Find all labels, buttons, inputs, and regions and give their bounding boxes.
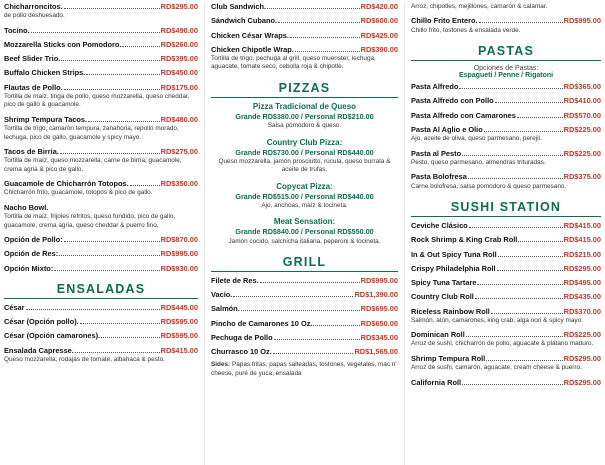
- menu-item: [211, 217, 398, 246]
- leader-dots: [61, 60, 159, 61]
- leader-dots: [54, 270, 159, 271]
- leader-dots: [498, 256, 563, 257]
- item-name: Mozzarella Sticks con Pomodoro.: [4, 39, 122, 49]
- item-description: Salmón, atún, camarones, king crab, alga nori & spicy mayo.: [411, 316, 583, 324]
- menu-item: [411, 16, 601, 35]
- item-name: Chicken César Wraps.: [211, 30, 289, 40]
- menu-item: [4, 346, 198, 365]
- item-price: RD$350.00: [160, 179, 198, 189]
- menu-item: [411, 125, 601, 144]
- menu-item: [4, 83, 198, 110]
- leader-dots: [31, 32, 160, 33]
- item-name: California Roll: [411, 377, 462, 387]
- item-name: Pizza Tradicional de Queso: [252, 101, 357, 111]
- item-price: RD$415.00: [563, 235, 601, 245]
- menu-item: [4, 54, 198, 63]
- item-price: RD$415.00: [160, 345, 198, 355]
- item-price: RD$695.00: [360, 304, 398, 314]
- item-name: Chicharroncitos.: [4, 2, 63, 11]
- leader-dots: [290, 37, 360, 38]
- item-description: Tortilla de maíz, frijoles refritos, queso fundido, pico de gallo, guacamole, crema agria, queso cheddar & puerro fino.: [4, 213, 176, 229]
- item-price: RD$260.00: [160, 39, 198, 49]
- item-name: Filete de Res.: [211, 275, 259, 285]
- item-description: Chicharrón frito, guacamole, totopos & pico de gallo.: [4, 189, 153, 197]
- section-divider: [211, 97, 398, 98]
- item-price: RD$395.00: [160, 54, 198, 64]
- menu-item: [4, 115, 198, 142]
- item-name: Ensalada Capresse.: [4, 345, 74, 355]
- leader-dots: [75, 352, 160, 353]
- item-price: RD$650.00: [360, 318, 398, 328]
- item-name: Pincho de Camarones 10 Oz.: [211, 318, 313, 328]
- item-price: RD$595.00: [160, 317, 198, 327]
- menu-item: [211, 319, 398, 328]
- menu-item: [4, 147, 198, 174]
- menu-item: [411, 330, 601, 349]
- menu-item: [211, 45, 398, 72]
- item-name: Nacho Bowl.: [4, 202, 49, 212]
- item-name: Riceless Rainbow Roll: [411, 306, 490, 316]
- item-price: RD$1,390.00: [354, 290, 398, 300]
- menu-item: [411, 264, 601, 273]
- item-description: Arroz de sushi, camarón, aguacate, cream cheese & puerro.: [411, 364, 582, 372]
- menu-item: [411, 82, 601, 91]
- item-name: Opción de Res:: [4, 249, 59, 259]
- menu-item: [211, 102, 398, 131]
- item-price: RD$410.00: [563, 96, 601, 106]
- menu-item: [4, 249, 198, 258]
- section-title-sushi-station: SUSHI STATION: [450, 200, 562, 215]
- section-divider: [211, 271, 398, 272]
- item-description: Tortilla de maíz, queso mozzarella, carne de birria, guacamole, crema agria & pico de gallo.: [4, 157, 182, 173]
- leader-dots: [101, 337, 159, 338]
- leader-dots: [475, 298, 563, 299]
- item-name: Tocino.: [4, 25, 30, 35]
- item-price: RD$995.00: [360, 275, 398, 285]
- section-divider: [411, 60, 601, 61]
- item-name: César: [4, 302, 25, 312]
- sides-label: Sides:: [211, 361, 231, 369]
- menu-column-center: [204, 2, 404, 465]
- pastas-options-label: Opciones de Pastas:: [473, 65, 539, 73]
- item-name: Shrimp Tempura Roll: [411, 353, 486, 363]
- item-price: RD$390.00: [360, 44, 398, 54]
- menu-item: [411, 378, 601, 387]
- menu-item: [411, 292, 601, 301]
- item-price: RD$345.00: [360, 332, 398, 342]
- menu-item: [411, 221, 601, 230]
- item-name: Pasta Alfredo con Camarones: [411, 110, 516, 120]
- leader-dots: [26, 309, 160, 310]
- item-description: Salsa pomodoro & queso.: [267, 122, 342, 130]
- item-name: Sándwich Cubano.: [211, 16, 278, 26]
- item-name: Chicken Chipotle Wrap.: [211, 44, 294, 54]
- menu-item: [211, 31, 398, 40]
- item-name: In & Out Spicy Tuna Roll: [411, 249, 497, 259]
- leader-dots: [122, 46, 159, 47]
- menu-item: [211, 290, 398, 299]
- item-description: Tortilla de trigo, camarón tempura, zanahoria, repollo morado, lechuga, pico de gallo, guacamole y spicy mayo.: [4, 125, 179, 141]
- leader-dots: [518, 241, 562, 242]
- item-name: Club Sandwich.: [211, 2, 267, 11]
- menu-item: [211, 16, 398, 25]
- item-name: Churrasco 10 Oz.: [211, 347, 272, 357]
- item-name: César (Opción pollo).: [4, 317, 79, 327]
- leader-dots: [462, 384, 563, 385]
- leader-dots: [495, 102, 563, 103]
- leader-dots: [267, 8, 360, 9]
- leader-dots: [64, 89, 160, 90]
- menu-item: [4, 179, 198, 198]
- leader-dots: [274, 339, 360, 340]
- item-name: Opción Mixto:: [4, 263, 54, 273]
- item-name: Chillo Frito Entero.: [411, 16, 478, 26]
- item-price: RD$370.00: [563, 306, 601, 316]
- item-name: Beef Slider Trio.: [4, 54, 61, 64]
- menu-item: [411, 278, 601, 287]
- leader-dots: [278, 22, 360, 23]
- leader-dots: [484, 131, 563, 132]
- item-price: RD$495.00: [563, 278, 601, 288]
- item-name: Ceviche Clásico: [411, 221, 468, 231]
- item-name: César (Opción camarones).: [4, 331, 101, 341]
- item-name: Pasta Bolofresa: [411, 172, 467, 182]
- item-price: RD$445.00: [160, 302, 198, 312]
- item-price: RD$295.00: [563, 377, 601, 387]
- item-name: Rock Shrimp & King Crab Roll: [411, 235, 518, 245]
- item-price: RD$995.00: [160, 249, 198, 259]
- item-price: RD$420.00: [360, 2, 398, 11]
- leader-dots: [479, 22, 563, 23]
- item-price: RD$480.00: [160, 114, 198, 124]
- leader-dots: [260, 282, 360, 283]
- menu-item: [211, 2, 398, 11]
- menu-item: [4, 2, 198, 21]
- item-description: Ajo, anchoas, maíz & tocineta.: [261, 201, 348, 209]
- item-description: Queso mozzarella, rodajas de tomate, albahaca & pesto.: [4, 355, 165, 363]
- item-name: Meat Sensation:: [273, 217, 336, 227]
- leader-dots: [60, 153, 160, 154]
- item-name: Shrimp Tempura Tacos.: [4, 114, 88, 124]
- menu-item: [411, 149, 601, 168]
- menu-item: [4, 203, 198, 230]
- item-name: Pechuga de Pollo: [211, 332, 273, 342]
- leader-dots: [233, 296, 353, 297]
- menu-item: [211, 304, 398, 313]
- menu-item: [4, 264, 198, 273]
- item-name: Vacío.: [211, 290, 233, 300]
- sides-text: Papas fritas, papas salteadas, tostones, vegetales, mac n' cheese, puré de yuca, ensalada: [211, 361, 397, 377]
- item-name: Salmón.: [211, 304, 240, 314]
- menu-item: [4, 303, 198, 312]
- item-price: RD$225.00: [563, 124, 601, 134]
- item-price: RD$295.00: [160, 2, 198, 11]
- leader-dots: [59, 255, 159, 256]
- menu-item: [411, 235, 601, 244]
- leader-dots: [468, 178, 563, 179]
- item-name: Crispy Philadelphia Roll: [411, 263, 496, 273]
- leader-dots: [497, 270, 563, 271]
- leader-dots: [273, 353, 354, 354]
- item-price: Grande RD$515.00 / Personal RD$440.00: [235, 191, 374, 201]
- item-price: RD$375.00: [563, 172, 601, 182]
- item-price: RD$275.00: [160, 147, 198, 157]
- item-price: RD$450.00: [160, 68, 198, 78]
- leader-dots: [462, 155, 562, 156]
- item-description: Tortilla de maíz, tinga de pollo, queso mozzarella, queso cheddar, pico de gallo & guacamole.: [4, 92, 190, 109]
- item-name: Copycat Pizza:: [276, 181, 333, 191]
- section-title-pastas: PASTAS: [477, 44, 535, 59]
- section-divider: [4, 298, 198, 299]
- item-description: Chillo frito, tostones & ensalada verde.: [411, 26, 521, 34]
- item-price: RD$570.00: [563, 110, 601, 120]
- item-name: Pasta Al Aglio e Olio: [411, 124, 483, 134]
- item-price: Grande RD$380.00 / Personal RD$210.00: [235, 111, 374, 121]
- item-description: Arroz de sushi, chicharrón de pollo, aguacate & plátano maduro.: [411, 340, 594, 348]
- item-price: RD$930.00: [160, 263, 198, 273]
- item-description: Pesto, queso parmesano, almendras trituradas.: [411, 158, 546, 166]
- menu-item: [211, 333, 398, 342]
- item-name: Country Club Roll: [411, 292, 474, 302]
- grill-sides-note: [211, 361, 398, 378]
- item-price: RD$600.00: [360, 16, 398, 26]
- pastas-options: [411, 65, 601, 79]
- item-price: RD$490.00: [160, 25, 198, 35]
- item-name: Opción de Pollo:: [4, 235, 63, 245]
- item-description: Queso mozzarella, jamón prosciutto, rúcula, queso burrata & aceite de trufas.: [218, 157, 391, 174]
- item-description: Carne bolofresa, salsa pomodoro & queso parmesano.: [411, 182, 567, 190]
- menu-item: [4, 68, 198, 77]
- leader-dots: [469, 227, 563, 228]
- item-name: Tacos de Birria.: [4, 147, 59, 157]
- item-price: RD$225.00: [563, 148, 601, 158]
- menu-item: [4, 235, 198, 244]
- item-price: RD$415.00: [563, 221, 601, 231]
- menu-item: [411, 96, 601, 105]
- leader-dots: [130, 185, 160, 186]
- leader-dots: [466, 336, 563, 337]
- item-name: Pasta Alfredo: [411, 82, 459, 92]
- item-price: Grande RD$730.00 / Personal RD$440.00: [235, 147, 374, 157]
- menu-item: [4, 317, 198, 326]
- menu-item: [4, 26, 198, 35]
- item-name: Pasta Alfredo con Pollo: [411, 96, 494, 106]
- menu-item: [411, 354, 601, 373]
- menu-item: [411, 111, 601, 120]
- menu-item: [411, 250, 601, 259]
- item-name: Dominican Roll: [411, 330, 465, 340]
- menu-item: [411, 3, 601, 11]
- item-price: RD$1,565.00: [354, 347, 398, 357]
- leader-dots: [64, 241, 160, 242]
- item-name: Country Club Pizza:: [266, 137, 343, 147]
- menu-item: [411, 307, 601, 326]
- leader-dots: [241, 310, 360, 311]
- item-price: RD$175.00: [160, 82, 198, 92]
- menu-item: [411, 172, 601, 191]
- item-name: Flautas de Pollo.: [4, 82, 63, 92]
- item-name: Buffalo Chicken Strips.: [4, 68, 86, 78]
- leader-dots: [64, 8, 160, 9]
- section-title-pizzas: PIZZAS: [278, 80, 331, 95]
- menu-item: [211, 182, 398, 211]
- item-price: RD$215.00: [563, 249, 601, 259]
- item-price: RD$870.00: [160, 235, 198, 245]
- leader-dots: [477, 284, 562, 285]
- item-description: Ajo, aceite de oliva, queso parmesano, perejil.: [411, 135, 542, 143]
- item-description: Tortilla de trigo, pechuga al grill, queso muenster, lechuga, aguacate, tomate seco, cebolla roja & chipotle.: [211, 55, 376, 71]
- item-description: Jamón cocido, salchicha italiana, peperoni & tocineta.: [228, 237, 381, 245]
- item-price: RD$225.00: [563, 330, 601, 340]
- item-description: de pollo deshuesado.: [4, 12, 65, 20]
- menu-item: [211, 276, 398, 285]
- menu-item: [211, 138, 398, 175]
- item-description: Arroz, chipotles, mejillones, camarón & calamar.: [411, 3, 548, 10]
- item-price: RD$435.00: [563, 292, 601, 302]
- item-name: Guacamole de Chicharrón Totopos.: [4, 179, 129, 189]
- leader-dots: [486, 360, 562, 361]
- item-name: Spicy Tuna Tartare: [411, 278, 477, 288]
- item-price: RD$995.00: [563, 16, 601, 26]
- section-divider: [411, 216, 601, 217]
- menu-column-left: [4, 2, 204, 465]
- leader-dots: [295, 51, 360, 52]
- leader-dots: [517, 117, 563, 118]
- item-price: RD$295.00: [563, 353, 601, 363]
- item-price: RD$425.00: [360, 30, 398, 40]
- leader-dots: [491, 313, 563, 314]
- leader-dots: [86, 74, 159, 75]
- leader-dots: [313, 325, 359, 326]
- item-price: RD$595.00: [160, 331, 198, 341]
- pastas-options-value: Espagueti / Penne / Rigatoni: [458, 72, 554, 80]
- menu-item: [211, 347, 398, 356]
- menu-column-right: [404, 2, 601, 465]
- item-name: Pasta al Pesto: [411, 148, 462, 158]
- leader-dots: [80, 323, 160, 324]
- leader-dots: [459, 88, 562, 89]
- menu-item: [4, 40, 198, 49]
- leader-dots: [88, 121, 160, 122]
- section-title-ensaladas: ENSALADAS: [56, 281, 146, 296]
- section-title-grill: GRILL: [282, 254, 327, 269]
- item-price: Grande RD$840.00 / Personal RD$550.00: [235, 227, 374, 237]
- menu-item: [4, 331, 198, 340]
- item-price: RD$295.00: [563, 263, 601, 273]
- item-price: RD$365.00: [563, 82, 601, 92]
